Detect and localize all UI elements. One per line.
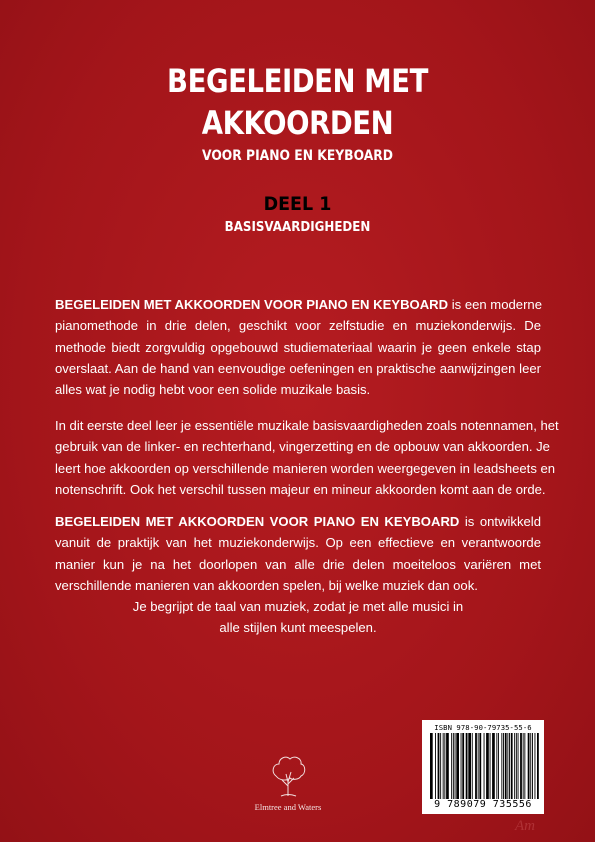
barcode-bar: [440, 733, 441, 799]
subtitle: VOOR PIANO EN KEYBOARD: [202, 148, 393, 164]
series-title: BEGELEIDEN MET AKKOORDEN VOOR PIANO EN KEYBOARD: [55, 514, 460, 529]
blurb-line: alles wat je nodig hebt voor een solide muzikale basis.: [55, 382, 371, 398]
barcode-bars: [428, 733, 540, 799]
barcode-bar: [516, 733, 517, 799]
blurb-line: In dit eerste deel leer je essentiële muzikale basisvaardigheden zoals notennamen, het: [55, 418, 559, 433]
barcode-bar: [446, 733, 449, 799]
barcode-bar: [443, 733, 444, 799]
barcode-bar: [453, 733, 454, 799]
barcode-bar: [479, 733, 481, 799]
blurb-paragraph-2: [55, 415, 559, 500]
watermark: Am: [515, 818, 535, 834]
barcode-bar: [532, 733, 533, 799]
barcode-bar: [524, 733, 525, 799]
title-line-1: BEGELEIDEN MET: [167, 62, 428, 100]
blurb-line: leert hoe akkoorden op verschillende manieren worden weergegeven in leadsheets en: [55, 460, 556, 476]
publisher-name: Elmtree and Waters: [254, 802, 322, 812]
barcode-bar: [501, 733, 502, 799]
barcode-bar: [520, 733, 522, 799]
barcode-bar: [505, 733, 507, 799]
barcode-bar: [503, 733, 504, 799]
isbn-digits: 9 789079 735556: [434, 799, 532, 810]
barcode-bar: [486, 733, 489, 799]
blurb-paragraph-1: [55, 294, 541, 400]
part-number: DEEL 1: [263, 193, 332, 215]
tree-icon: [268, 752, 308, 800]
barcode-bar: [490, 733, 491, 799]
isbn-barcode: [422, 720, 544, 814]
blurb-line: methode biedt zorgvuldig opgebouwd studiemateriaal waarin je geen enkele stap: [55, 339, 541, 355]
barcode-bar: [514, 733, 515, 799]
barcode-bar: [451, 733, 452, 799]
blurb-line: Je begrijpt de taal van muziek, zodat je met alle musici in: [132, 599, 464, 615]
barcode-bar: [430, 733, 433, 799]
barcode-bar: [435, 733, 436, 799]
barcode-bar: [475, 733, 477, 799]
barcode-bar: [507, 733, 508, 799]
series-title: BEGELEIDEN MET AKKOORDEN VOOR PIANO EN KEYBOARD: [55, 297, 449, 312]
isbn-label: ISBN 978-90-79735-55-6: [434, 723, 532, 732]
barcode-bar: [484, 733, 485, 799]
blurb-line: gebruik van de linker- en rechterhand, vingerzetting en de opbouw van akkoorden. Je: [55, 439, 550, 455]
blurb-line: pianomethode in drie delen, geschikt voor zelfstudie en muziekonderwijs. De: [55, 318, 541, 334]
barcode-bar: [468, 733, 471, 799]
blurb-line: alle stijlen kunt meespelen.: [219, 620, 377, 636]
barcode-bar: [472, 733, 473, 799]
barcode-bar: [496, 733, 497, 799]
title-line-2: AKKOORDEN: [201, 104, 394, 142]
barcode-bar: [530, 733, 531, 799]
barcode-bar: [438, 733, 440, 799]
barcode-bar: [518, 733, 519, 799]
barcode-bar: [461, 733, 462, 799]
blurb-line: manier kun je na het doorlopen van alle drie delen moeiteloos variëren met: [55, 556, 541, 572]
barcode-bar: [444, 733, 445, 799]
barcode-bar: [523, 733, 524, 799]
blurb-paragraph-3: [55, 511, 541, 639]
blurb-line: vanuit de praktijk van het muziekonderwijs. Op een effectieve en verantwoorde: [55, 535, 541, 551]
barcode-bar: [535, 733, 536, 799]
blurb-line: verschillende manieren van akkoorden spelen, bij welke muziek dan ook.: [55, 577, 478, 593]
barcode-bar: [492, 733, 495, 799]
barcode-bar: [462, 733, 464, 799]
barcode-bar: [456, 733, 459, 799]
blurb-line: notenschrift. Ook het verschil tussen majeur en mineur akkoorden komt aan de orde.: [55, 481, 546, 497]
blurb-line: overslaat. Aan de hand van eenvoudige oefeningen en praktische aanwijzingen leer: [55, 360, 541, 376]
barcode-bar: [509, 733, 510, 799]
barcode-bar: [478, 733, 479, 799]
barcode-bar: [528, 733, 530, 799]
barcode-bar: [537, 733, 539, 799]
barcode-bar: [466, 733, 468, 799]
part-title: BASISVAARDIGHEDEN: [224, 219, 371, 235]
blurb-line: BEGELEIDEN MET AKKOORDEN VOOR PIANO EN KEYBOARD is een moderne: [55, 297, 542, 312]
barcode-bar: [511, 733, 513, 799]
barcode-bar: [455, 733, 456, 799]
blurb-line: BEGELEIDEN MET AKKOORDEN VOOR PIANO EN KEYBOARD is ontwikkeld: [55, 514, 541, 529]
barcode-bar: [498, 733, 499, 799]
